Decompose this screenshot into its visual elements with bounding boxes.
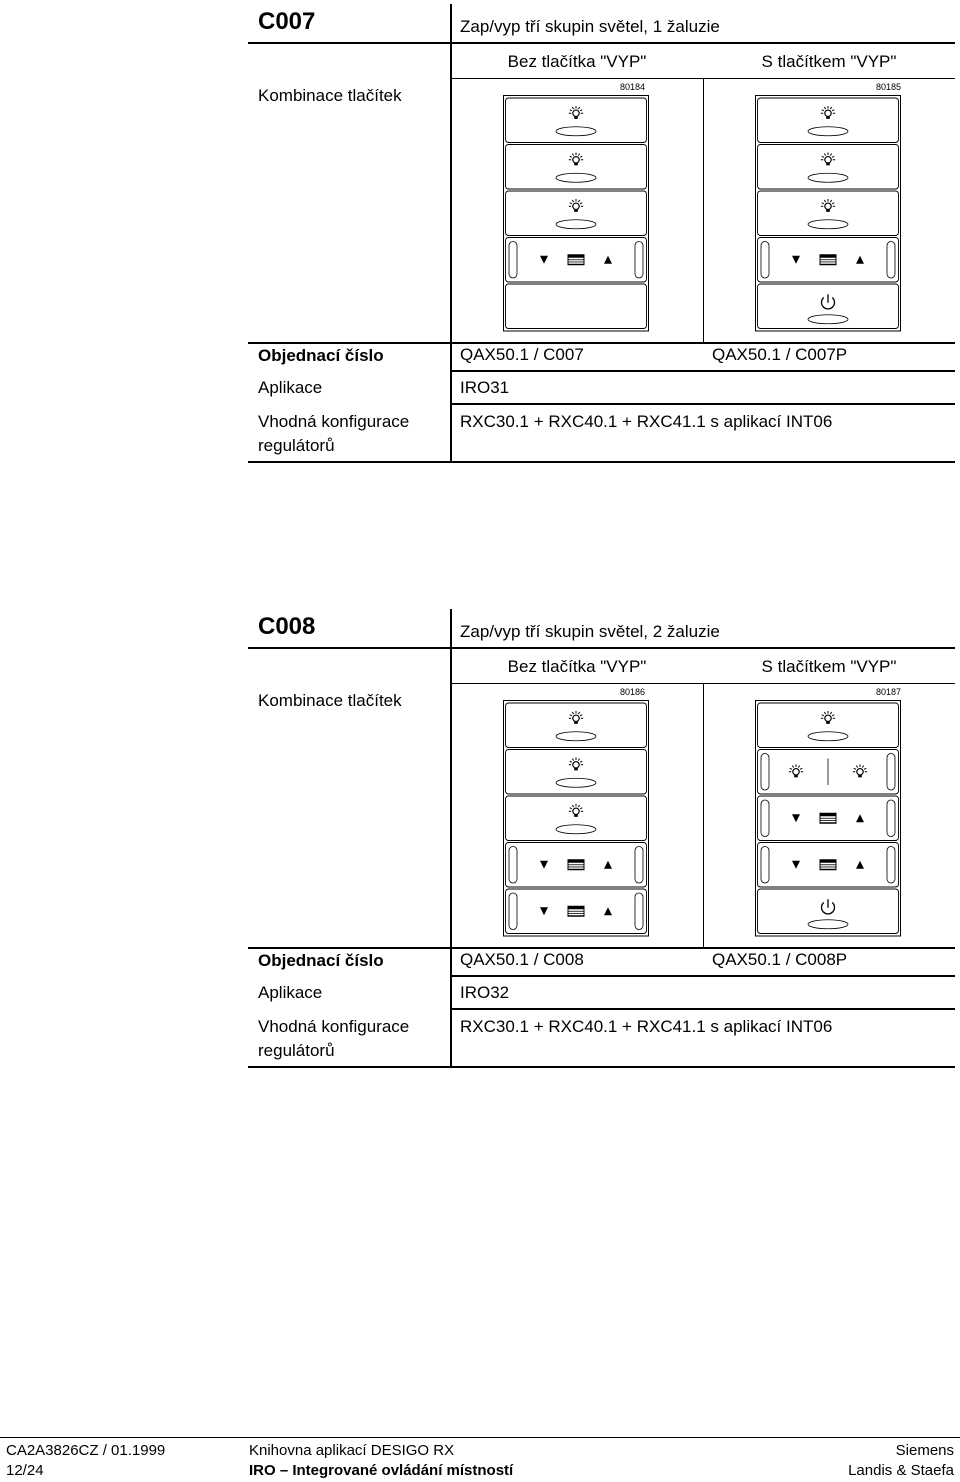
order-number-label: Objednací číslo [258,951,384,970]
order-number-value: QAX50.1 / C007P [712,345,848,364]
button-panel-graphic [755,700,901,937]
config-label [258,1015,409,1063]
application-value: IRO31 [460,378,510,397]
divider [450,609,452,1067]
order-number-value: QAX50.1 / C007 [460,345,584,364]
order-number-value: QAX50.1 / C008 [460,950,584,969]
panel-frame [504,96,649,332]
panel-frame [504,701,649,937]
footer-left [6,1441,165,1481]
variant-without-off-label: Bez tlačítka "VYP" [507,52,647,71]
divider [451,975,955,977]
variant-with-off-label: S tlačítkem "VYP" [761,52,897,71]
section-title: Zap/vyp tří skupin světel, 2 žaluzie [460,622,720,641]
config-label-line1: Vhodná konfigurace [258,412,410,431]
application-label: Aplikace [258,378,323,397]
button-panel-graphic [503,700,649,937]
page-number: 12/24 [6,1462,44,1479]
divider [451,647,955,649]
config-value: RXC30.1 + RXC40.1 + RXC41.1 s aplikací INT06 [460,1017,833,1036]
article-number: 80184 [620,82,646,92]
footer-center [249,1441,513,1481]
config-label-line2: regulátorů [258,1041,335,1060]
button-panel-with-off [755,700,901,937]
section-code: C008 [258,613,316,640]
combination-label: Kombinace tlačítek [258,691,402,710]
order-number-label: Objednací číslo [258,346,384,365]
button-panel-with-off [755,95,901,332]
divider [451,370,955,372]
config-label [258,410,409,458]
company-name: Siemens [895,1442,954,1459]
config-value: RXC30.1 + RXC40.1 + RXC41.1 s aplikací INT06 [460,412,833,431]
divider [451,403,955,405]
section-title: Zap/vyp tří skupin světel, 1 žaluzie [460,17,720,36]
variant-without-off-label: Bez tlačítka "VYP" [507,657,647,676]
application-value: IRO32 [460,983,510,1002]
divider [248,42,451,44]
divider [451,42,955,44]
divider [248,647,451,649]
button-panel-without-off [503,95,649,332]
document-id: CA2A3826CZ / 01.1999 [6,1442,166,1459]
footer-rule [0,1437,960,1438]
config-label-line1: Vhodná konfigurace [258,1017,410,1036]
divider [248,461,955,463]
divider [703,78,704,342]
combination-label: Kombinace tlačítek [258,86,402,105]
footer-right [848,1441,954,1481]
divider [248,1066,955,1068]
library-name: Knihovna aplikací DESIGO RX [249,1442,455,1459]
section-code: C007 [258,8,316,35]
divider [450,4,452,462]
document-subject: IRO – Integrované ovládání místností [249,1462,514,1479]
config-label-line2: regulátorů [258,436,335,455]
button-panel-without-off [503,700,649,937]
button-panel-graphic [755,95,901,332]
article-number: 80185 [876,82,902,92]
divider [703,683,704,947]
order-number-value: QAX50.1 / C008P [712,950,848,969]
divider [451,1008,955,1010]
button-panel-graphic [503,95,649,332]
article-number: 80186 [620,687,646,697]
application-label: Aplikace [258,983,323,1002]
company-name-secondary: Landis & Staefa [848,1462,954,1479]
article-number: 80187 [876,687,902,697]
variant-with-off-label: S tlačítkem "VYP" [761,657,897,676]
